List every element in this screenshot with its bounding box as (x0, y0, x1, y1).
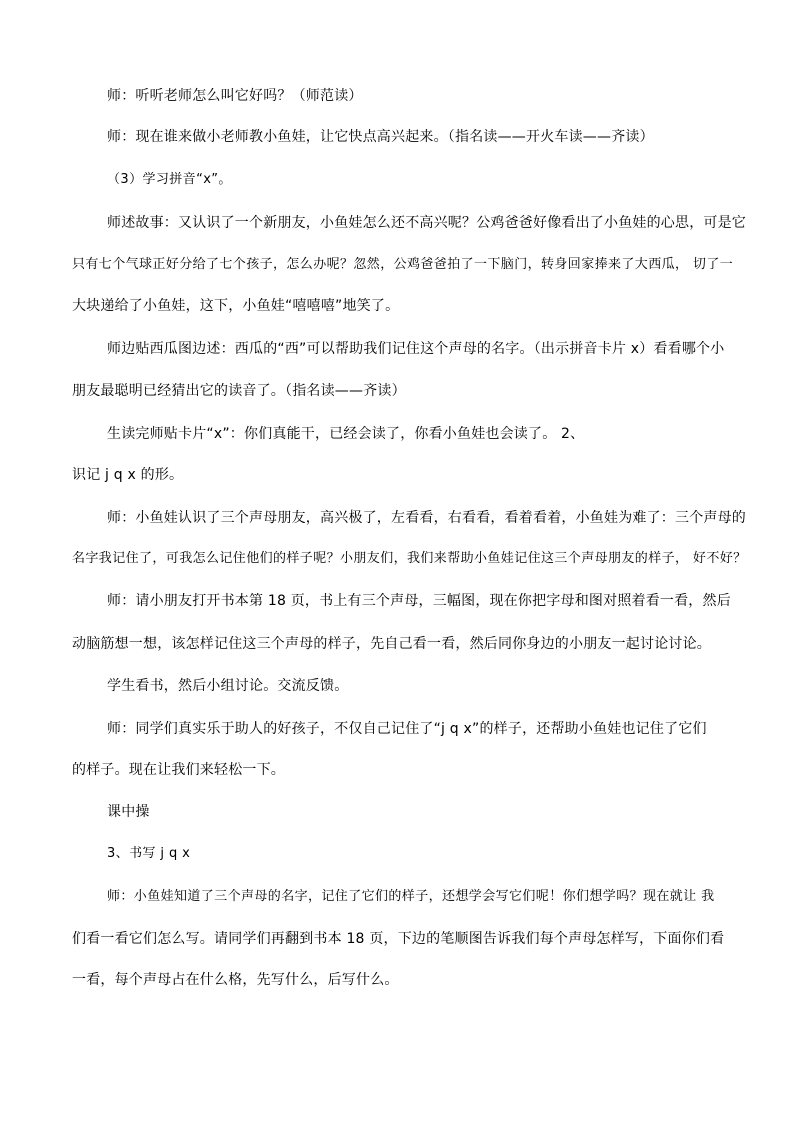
text-line: 师：现在谁来做小老师教小鱼娃，让它快点高兴起来。（指名读——开火车读——齐读） (107, 129, 654, 145)
text-line: 朋友最聪明已经猜出它的读音了。（指名读——齐读） (72, 383, 406, 399)
text-line: 生读完师贴卡片“x”：你们真能干，已经会读了，你看小鱼娃也会读了。 2、 (107, 426, 585, 442)
text-line: 大块递给了小鱼娃，这下，小鱼娃“嘻嘻嘻”地笑了。 (72, 298, 400, 314)
text-line: 师述故事：又认识了一个新朋友，小鱼娃怎么还不高兴呢？公鸡爸爸好像看出了小鱼娃的心思，可是它 (107, 215, 746, 231)
text-line: 一看，每个声母占在什么格，先写什么，后写什么。 (72, 972, 399, 988)
text-line: 课中操 (107, 804, 150, 820)
text-line: 师：同学们真实乐于助人的好孩子，不仅自己记住了“j q x”的样子，还帮助小鱼娃也记住了它们 (107, 721, 707, 737)
text-line: 名字我记住了，可我怎么记住他们的样子呢？小朋友们，我们来帮助小鱼娃记住这三个声母朋友的样子， 好不好？ (72, 551, 747, 566)
text-line: 们看一看它们怎么写。请同学们再翻到书本 18 页，下边的笔顺图告诉我们每个声母怎样写，下面你们看 (72, 931, 725, 947)
text-line: 师：听听老师怎么叫它好吗？（师范读） (107, 88, 363, 104)
text-line: 师边贴西瓜图边述：西瓜的“西”可以帮助我们记住这个声母的名字。（出示拼音卡片 x）看看哪个小 (107, 341, 725, 357)
text-line: 识记 j q x 的形。 (72, 467, 184, 483)
text-line: 3、书写 j q x (107, 846, 191, 861)
text-line: （3）学习拼音“x”。 (107, 172, 232, 187)
text-line: 的样子。现在让我们来轻松一下。 (72, 762, 285, 778)
text-line: 师：请小朋友打开书本第 18 页，书上有三个声母，三幅图，现在你把字母和图对照着看一看，然后 (107, 593, 731, 609)
text-line: 动脑筋想一想，该怎样记住这三个声母的样子，先自己看一看，然后同你身边的小朋友一起讨论讨论。 (72, 636, 711, 652)
text-line: 学生看书，然后小组讨论。交流反馈。 (107, 678, 349, 694)
text-line: 师：小鱼娃认识了三个声母朋友，高兴极了，左看看，右看看，看着看着，小鱼娃为难了：三个声母的 (107, 510, 746, 526)
text-line: 只有七个气球正好分给了七个孩子，怎么办呢？忽然，公鸡爸爸拍了一下脑门，转身回家捧来了大西瓜， 切了一 (72, 257, 734, 272)
text-line: 师：小鱼娃知道了三个声母的名字，记住了它们的样子，还想学会写它们呢！你们想学吗？现在就让 我 (107, 889, 715, 904)
